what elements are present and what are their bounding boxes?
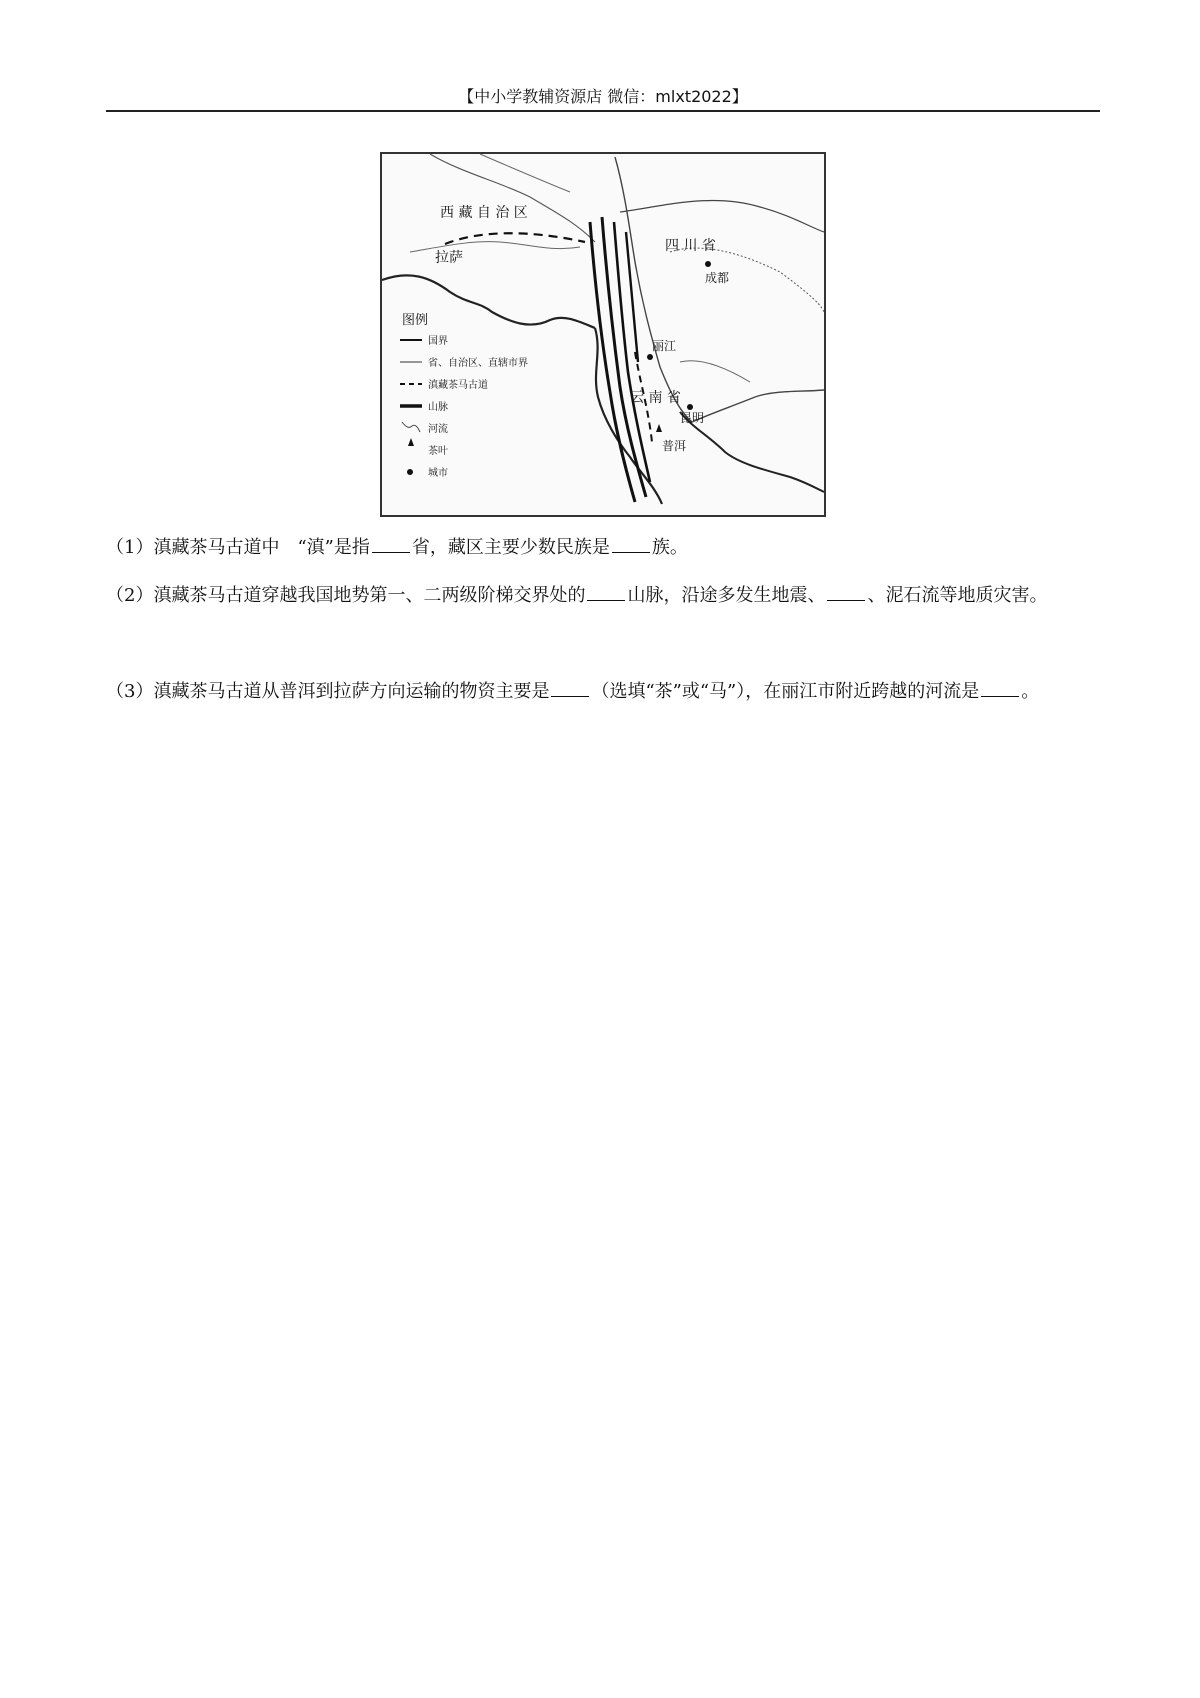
- question-2-text: 、泥石流等地质灾害。: [867, 585, 1048, 606]
- label-sichuan: 四 川 省: [665, 238, 716, 254]
- legend-item: 滇藏茶马古道: [428, 380, 488, 391]
- question-3: [106, 668, 1100, 716]
- page-header: 【中小学教辅资源店 微信：mlxt2022】: [458, 87, 748, 106]
- legend-item: 山脉: [428, 402, 448, 413]
- question-2: [106, 572, 1100, 620]
- question-1-text: 族。: [651, 537, 688, 558]
- header-divider: [106, 110, 1100, 112]
- answer-blank[interactable]: [612, 532, 650, 553]
- question-3-text: （3）滇藏茶马古道从普洱到拉萨方向运输的物资主要是: [106, 681, 550, 702]
- label-puer: 普洱: [662, 439, 687, 453]
- label-tibet: 西 藏 自 治 区: [440, 205, 528, 221]
- legend-item: 省、自治区、直辖市界: [428, 358, 528, 369]
- legend-item: 国界: [428, 336, 448, 347]
- tea-horse-road-map: [380, 152, 826, 517]
- label-lijiang: 丽江: [652, 339, 677, 353]
- answer-blank[interactable]: [981, 676, 1019, 697]
- label-yunnan: 云 南 省: [630, 390, 681, 406]
- question-1-text: （1）滇藏茶马古道中 “滇”是指: [106, 537, 370, 558]
- question-1: [106, 524, 1100, 572]
- label-chengdu: 成都: [705, 271, 730, 285]
- legend-title: 图例: [402, 313, 429, 328]
- label-kunming: 昆明: [680, 411, 705, 425]
- question-2-text: （2）滇藏茶马古道穿越我国地势第一、二两级阶梯交界处的: [106, 585, 586, 606]
- question-1-text: 省，藏区主要少数民族是: [411, 537, 610, 558]
- legend-item: 河流: [428, 424, 448, 435]
- legend-item: 茶叶: [428, 446, 448, 457]
- answer-blank[interactable]: [827, 580, 865, 601]
- answer-blank[interactable]: [587, 580, 625, 601]
- answer-blank[interactable]: [372, 532, 410, 553]
- question-3-text: （选填“茶”或“马”），在丽江市附近跨越的河流是: [591, 681, 980, 702]
- question-3-text: 。: [1021, 681, 1040, 702]
- label-lhasa: 拉萨: [435, 250, 463, 266]
- legend-item: 城市: [428, 468, 448, 479]
- answer-blank[interactable]: [551, 676, 589, 697]
- question-2-text: 山脉，沿途多发生地震、: [627, 585, 826, 606]
